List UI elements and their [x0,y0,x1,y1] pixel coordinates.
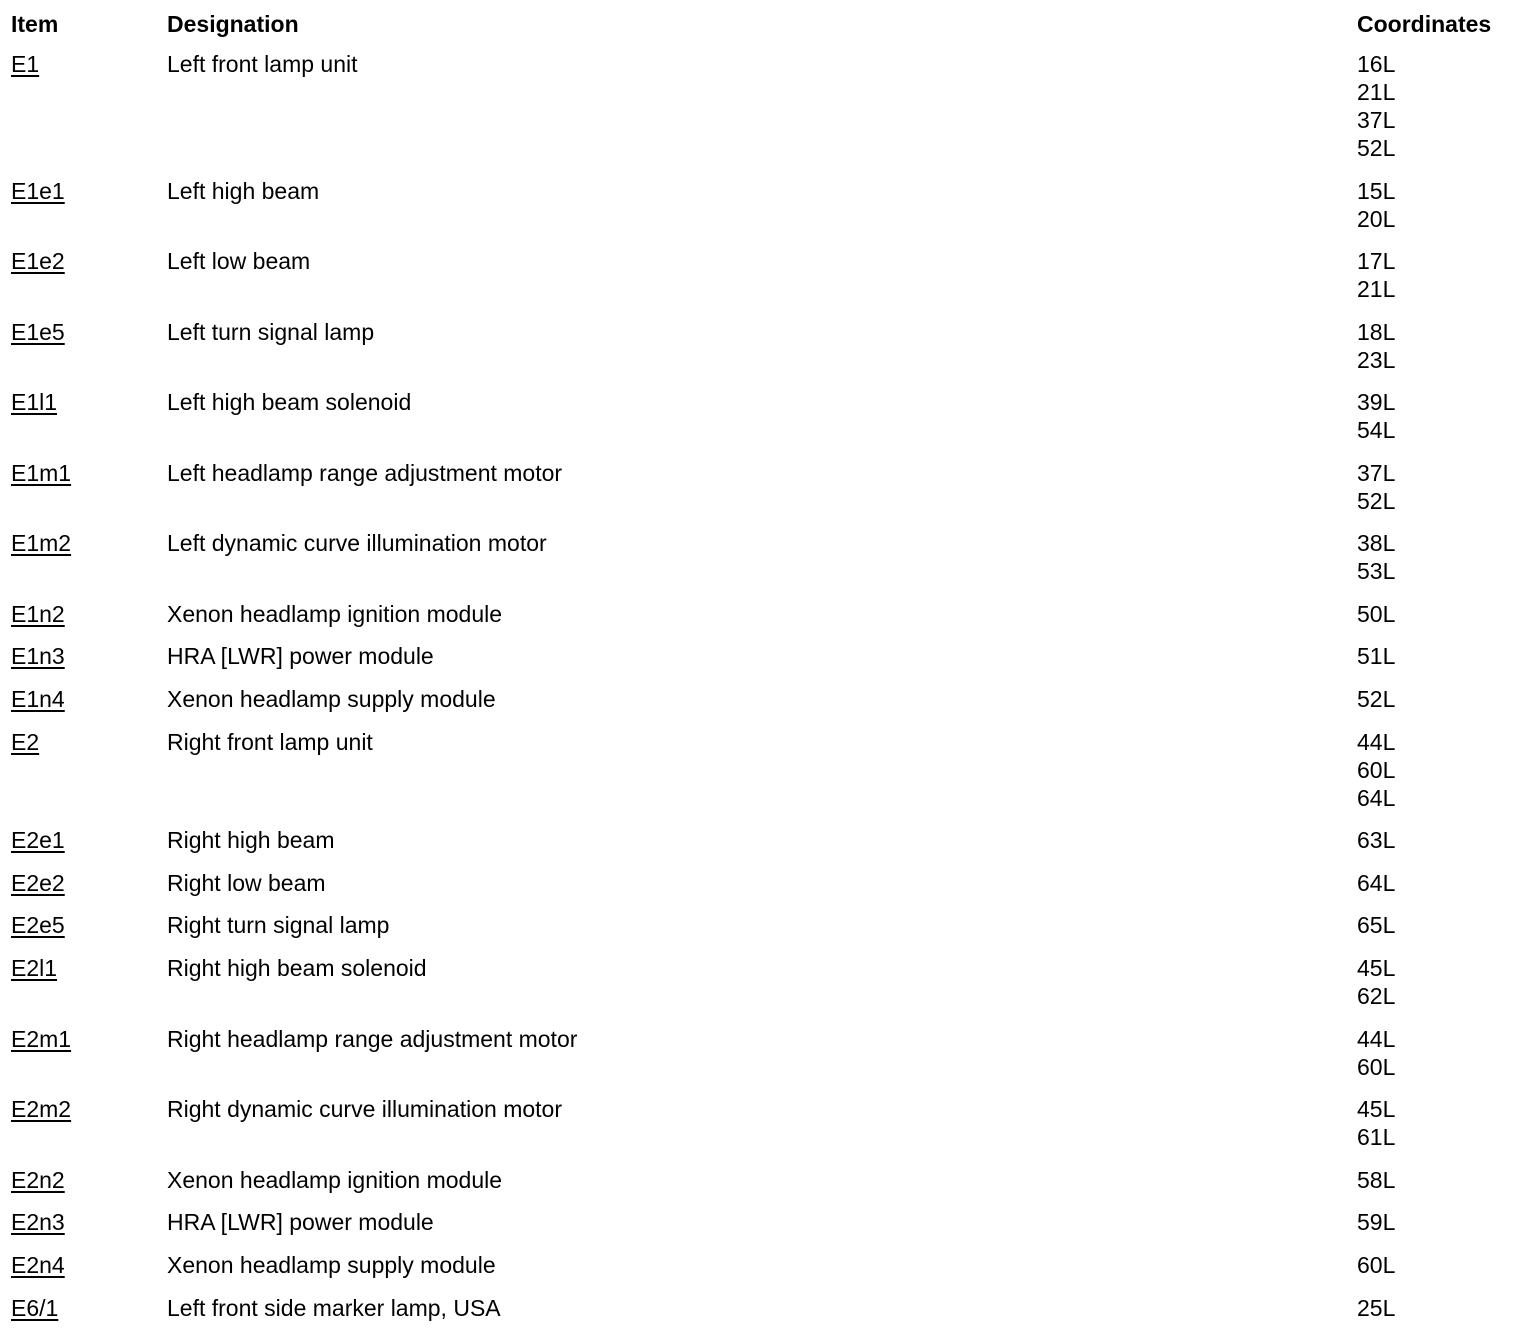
table-row [0,642,1520,685]
coordinate-value: 64L [1357,784,1396,811]
designation-text: Xenon headlamp supply module [167,1252,496,1278]
table-row [0,1208,1520,1251]
coordinate-value: 60L [1357,756,1396,783]
coordinate-value: 45L [1357,955,1396,982]
designation-text: Left front side marker lamp, USA [167,1294,501,1321]
table-row [0,459,1520,530]
item-link[interactable]: E2l1 [11,955,58,982]
item-link[interactable]: E2n3 [11,1209,65,1236]
item-link[interactable]: E2e5 [11,912,65,939]
coordinate-value: 39L [1357,389,1396,415]
coordinate-value: 44L [1357,728,1396,755]
table-row [0,247,1520,318]
table-row [0,529,1520,600]
table-row [0,911,1520,954]
coordinates-cell [1357,600,1395,628]
coordinate-value: 44L [1357,1025,1396,1052]
coordinates-cell [1357,642,1395,670]
coordinates-cell [1357,318,1395,374]
coordinates-cell [1357,1251,1395,1279]
designation-text: Right headlamp range adjustment motor [167,1025,578,1052]
item-link[interactable]: E2m2 [11,1096,72,1123]
table-row [0,728,1520,827]
designation-text: HRA [LWR] power module [167,643,434,670]
item-link[interactable]: E1e2 [11,248,65,274]
coordinates-cell [1357,728,1395,812]
table-row [0,388,1520,459]
item-link[interactable]: E1n4 [11,685,65,712]
designation-text: Left high beam [167,177,320,204]
coordinate-value: 17L [1357,248,1396,274]
table-row [0,1166,1520,1209]
table-row [0,1294,1520,1336]
coordinate-value: 51L [1357,643,1396,670]
table-row [0,1095,1520,1166]
designation-text: HRA [LWR] power module [167,1209,434,1236]
designation-text: Xenon headlamp ignition module [167,600,503,627]
item-link[interactable]: E1e1 [11,177,65,204]
coordinate-value: 37L [1357,459,1396,486]
table-body [0,50,1520,1336]
item-link[interactable]: E2e1 [11,827,65,854]
header-coordinates: Coordinates [1357,11,1492,37]
item-link[interactable]: E1 [11,51,40,77]
coordinates-cell [1357,869,1395,897]
coordinate-value: 63L [1357,827,1396,854]
coordinates-cell [1357,1095,1395,1151]
header-designation: Designation [167,11,299,37]
coordinate-value: 45L [1357,1096,1396,1123]
coordinate-value: 54L [1357,417,1396,443]
table-header [0,0,1520,50]
table-row [0,1251,1520,1294]
coordinates-cell [1357,685,1395,713]
item-link[interactable]: E1n2 [11,600,65,627]
coordinate-value: 52L [1357,685,1396,712]
coordinate-value: 50L [1357,600,1396,627]
coordinates-cell [1357,1208,1395,1236]
item-link[interactable]: E6/1 [11,1294,59,1321]
coordinate-value: 37L [1357,107,1396,133]
table-row [0,869,1520,912]
table-row [0,685,1520,728]
designation-text: Left low beam [167,248,311,274]
header-item: Item [11,11,59,37]
coordinates-cell [1357,459,1395,515]
designation-text: Right low beam [167,869,326,896]
designation-text: Right high beam [167,827,335,854]
coordinates-cell [1357,50,1395,162]
designation-text: Right high beam solenoid [167,955,427,982]
designation-text: Right dynamic curve illumination motor [167,1096,562,1123]
coordinates-cell [1357,826,1395,854]
designation-text: Left dynamic curve illumination motor [167,530,547,556]
coordinate-value: 59L [1357,1209,1396,1236]
coordinates-cell [1357,1166,1395,1194]
item-link[interactable]: E1n3 [11,643,65,670]
item-link[interactable]: E2n4 [11,1252,65,1278]
item-link[interactable]: E2n2 [11,1166,65,1193]
coordinate-value: 21L [1357,276,1396,302]
designation-text: Right turn signal lamp [167,912,390,939]
item-link[interactable]: E2m1 [11,1025,72,1052]
designation-text: Left high beam solenoid [167,389,412,415]
table-row [0,177,1520,248]
coordinate-value: 23L [1357,346,1396,373]
table-row [0,50,1520,177]
designation-text: Xenon headlamp supply module [167,685,496,712]
item-link[interactable]: E1l1 [11,389,58,415]
designation-text: Left front lamp unit [167,51,358,77]
coordinate-value: 21L [1357,79,1396,105]
item-link[interactable]: E1e5 [11,318,65,345]
table-row [0,318,1520,389]
designation-text: Left turn signal lamp [167,318,375,345]
coordinate-value: 53L [1357,558,1396,584]
coordinate-value: 65L [1357,912,1396,939]
coordinate-value: 16L [1357,51,1396,77]
item-link[interactable]: E1m2 [11,530,72,556]
item-link[interactable]: E1m1 [11,459,72,486]
item-link[interactable]: E2e2 [11,869,65,896]
coordinate-value: 25L [1357,1294,1396,1321]
coordinate-value: 60L [1357,1053,1396,1080]
coordinates-cell [1357,247,1395,303]
coordinate-value: 20L [1357,205,1396,232]
designation-text: Left headlamp range adjustment motor [167,459,563,486]
designation-text: Xenon headlamp ignition module [167,1166,503,1193]
coordinate-value: 38L [1357,530,1396,556]
table-row [0,1025,1520,1096]
coordinates-cell [1357,911,1395,939]
coordinates-cell [1357,529,1395,585]
coordinate-value: 62L [1357,983,1396,1010]
coordinate-value: 52L [1357,487,1396,514]
coordinate-value: 61L [1357,1124,1396,1151]
coordinate-value: 52L [1357,135,1396,161]
coordinates-cell [1357,388,1395,444]
coordinates-cell [1357,954,1395,1010]
designation-text: Right front lamp unit [167,728,373,755]
coordinate-value: 64L [1357,869,1396,896]
item-link[interactable]: E2 [11,728,40,755]
coordinate-value: 18L [1357,318,1396,345]
table-row [0,600,1520,643]
coordinates-cell [1357,1294,1395,1322]
coordinates-cell [1357,1025,1395,1081]
coordinate-value: 60L [1357,1252,1396,1278]
table-row [0,954,1520,1025]
table-row [0,826,1520,869]
coordinate-value: 15L [1357,177,1396,204]
coordinates-cell [1357,177,1395,233]
coordinate-value: 58L [1357,1166,1396,1193]
